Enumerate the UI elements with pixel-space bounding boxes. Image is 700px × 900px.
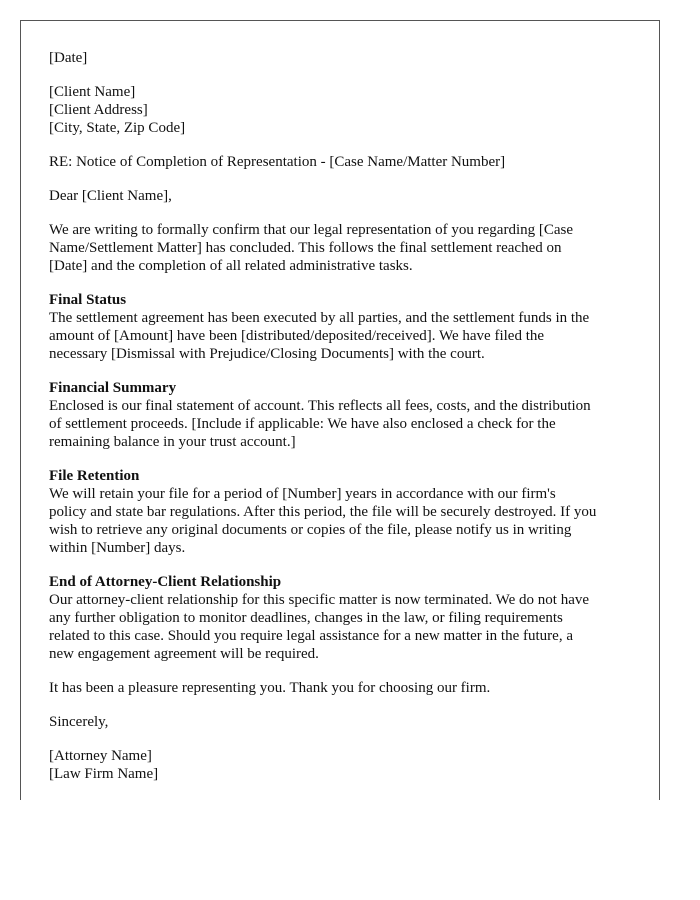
text-line: Enclosed is our final statement of account. This reflects all fees, costs, and the distribution: [49, 398, 591, 414]
text-line: The settlement agreement has been executed by all parties, and the settlement funds in the: [49, 310, 590, 326]
text-line: of settlement proceeds. [Include if applicable: We have also enclosed a check for the: [49, 416, 556, 432]
closing-line: It has been a pleasure representing you. Thank you for choosing our firm.: [49, 680, 491, 696]
recipient-address: [49, 83, 639, 137]
text-line: necessary [Dismissal with Prejudice/Closing Documents] with the court.: [49, 346, 485, 362]
section-end-of-relationship: [49, 573, 639, 663]
recipient-city: [City, State, Zip Code]: [49, 120, 186, 136]
re-line: RE: Notice of Completion of Representation - [Case Name/Matter Number]: [49, 154, 506, 170]
text-line: Our attorney-client relationship for this specific matter is now terminated. We do not have: [49, 592, 590, 608]
text-line: within [Number] days.: [49, 540, 186, 556]
section-heading: End of Attorney-Client Relationship: [49, 574, 282, 590]
text-line: remaining balance in your trust account.]: [49, 434, 296, 450]
text-line: We will retain your file for a period of [Number] years in accordance with our firm's: [49, 486, 556, 502]
signoff: Sincerely,: [49, 714, 109, 730]
text-line: amount of [Amount] have been [distributed/deposited/received]. We have filed the: [49, 328, 545, 344]
recipient-name: [Client Name]: [49, 84, 136, 100]
law-firm-name: [Law Firm Name]: [49, 766, 159, 782]
letter-page: [20, 20, 660, 800]
section-final-status: [49, 291, 639, 363]
text-line: [Date] and the completion of all related administrative tasks.: [49, 258, 413, 274]
text-line: any further obligation to monitor deadlines, changes in the law, or filing requirements: [49, 610, 563, 626]
section-financial-summary: [49, 379, 639, 451]
attorney-name: [Attorney Name]: [49, 748, 152, 764]
text-line: related to this case. Should you require legal assistance for a new matter in the future, a: [49, 628, 573, 644]
text-line: policy and state bar regulations. After this period, the file will be securely destroyed. If you: [49, 504, 597, 520]
text-line: We are writing to formally confirm that our legal representation of you regarding [Case: [49, 222, 574, 238]
section-file-retention: [49, 467, 639, 557]
text-line: wish to retrieve any original documents or copies of the file, please notify us in writing: [49, 522, 572, 538]
salutation: Dear [Client Name],: [49, 188, 172, 204]
text-line: Name/Settlement Matter] has concluded. This follows the final settlement reached on: [49, 240, 562, 256]
recipient-street: [Client Address]: [49, 102, 148, 118]
text-line: new engagement agreement will be required.: [49, 646, 319, 662]
section-heading: Financial Summary: [49, 380, 177, 396]
section-heading: File Retention: [49, 468, 140, 484]
signature-block: [49, 747, 639, 783]
section-heading: Final Status: [49, 292, 127, 308]
date: [Date]: [49, 50, 88, 66]
intro-paragraph: [49, 221, 639, 275]
